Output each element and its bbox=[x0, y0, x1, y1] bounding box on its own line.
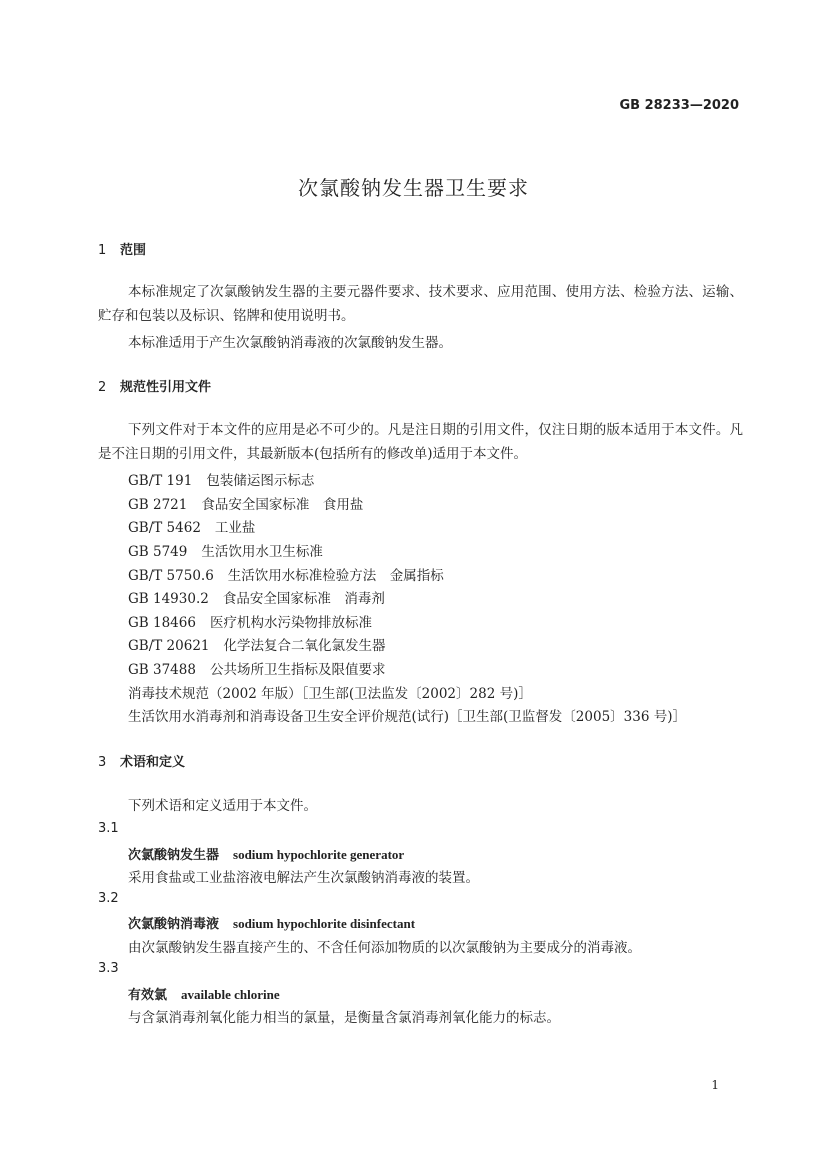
term-heading: 次氯酸钠消毒液 sodium hypochlorite disinfectant bbox=[128, 916, 416, 932]
page-number: 1 bbox=[711, 1078, 719, 1092]
term-number: 3.1 bbox=[98, 821, 119, 836]
term-number: 3.3 bbox=[98, 961, 119, 976]
term-definition: 与含氯消毒剂氧化能力相当的氯量，是衡量含氯消毒剂氧化能力的标志。 bbox=[128, 1010, 560, 1026]
section-title: 范围 bbox=[120, 243, 147, 258]
reference-item: GB 18466 医疗机构水污染物排放标准 bbox=[128, 615, 372, 631]
term-heading: 有效氯 available chlorine bbox=[128, 987, 280, 1003]
reference-item: GB 2721 食品安全国家标准 食用盐 bbox=[128, 497, 364, 513]
section-1-heading bbox=[98, 239, 146, 258]
reference-item: GB 37488 公共场所卫生指标及限值要求 bbox=[128, 662, 386, 678]
section-2-intro: 下列文件对于本文件的应用是必不可少的。凡是注日期的引用文件，仅注日期的版本适用于本文件。凡是不注日期的引用文件，其最新版本(包括所有的修改单)适用于本文件。 bbox=[98, 422, 743, 462]
term-number: 3.2 bbox=[98, 891, 119, 906]
section-number: 2 bbox=[98, 380, 107, 395]
section-title: 规范性引用文件 bbox=[120, 380, 212, 395]
section-1-paragraph-1: 本标准规定了次氯酸钠发生器的主要元器件要求、技术要求、应用范围、使用方法、检验方法、运输、贮存和包装以及标识、铭牌和使用说明书。 bbox=[98, 284, 743, 324]
section-3-heading bbox=[98, 751, 185, 770]
reference-item: GB 5749 生活饮用水卫生标准 bbox=[128, 544, 323, 560]
term-definition: 由次氯酸钠发生器直接产生的、不含任何添加物质的以次氯酸钠为主要成分的消毒液。 bbox=[128, 940, 641, 956]
term-definition: 采用食盐或工业盐溶液电解法产生次氯酸钠消毒液的装置。 bbox=[128, 870, 479, 886]
reference-item: GB/T 20621 化学法复合二氧化氯发生器 bbox=[128, 638, 386, 654]
section-number: 3 bbox=[98, 755, 107, 770]
reference-item: 消毒技术规范（2002 年版）［卫生部(卫法监发〔2002〕282 号)］ bbox=[128, 686, 532, 702]
term-heading: 次氯酸钠发生器 sodium hypochlorite generator bbox=[128, 847, 405, 863]
section-3-intro: 下列术语和定义适用于本文件。 bbox=[128, 798, 317, 814]
reference-item: GB/T 5462 工业盐 bbox=[128, 520, 256, 536]
section-title: 术语和定义 bbox=[120, 755, 186, 770]
reference-item: 生活饮用水消毒剂和消毒设备卫生安全评价规范(试行)［卫生部(卫监督发〔2005〕336 号)］ bbox=[128, 709, 686, 725]
page-title: 次氯酸钠发生器卫生要求 bbox=[298, 176, 529, 200]
standard-number: GB 28233—2020 bbox=[619, 98, 739, 113]
section-2-heading bbox=[98, 376, 211, 395]
reference-item: GB/T 5750.6 生活饮用水标准检验方法 金属指标 bbox=[128, 568, 444, 584]
section-1-paragraph-2: 本标准适用于产生次氯酸钠消毒液的次氯酸钠发生器。 bbox=[128, 335, 452, 351]
reference-item: GB/T 191 包装储运图示标志 bbox=[128, 473, 315, 489]
section-number: 1 bbox=[98, 243, 107, 258]
reference-item: GB 14930.2 食品安全国家标准 消毒剂 bbox=[128, 591, 385, 607]
